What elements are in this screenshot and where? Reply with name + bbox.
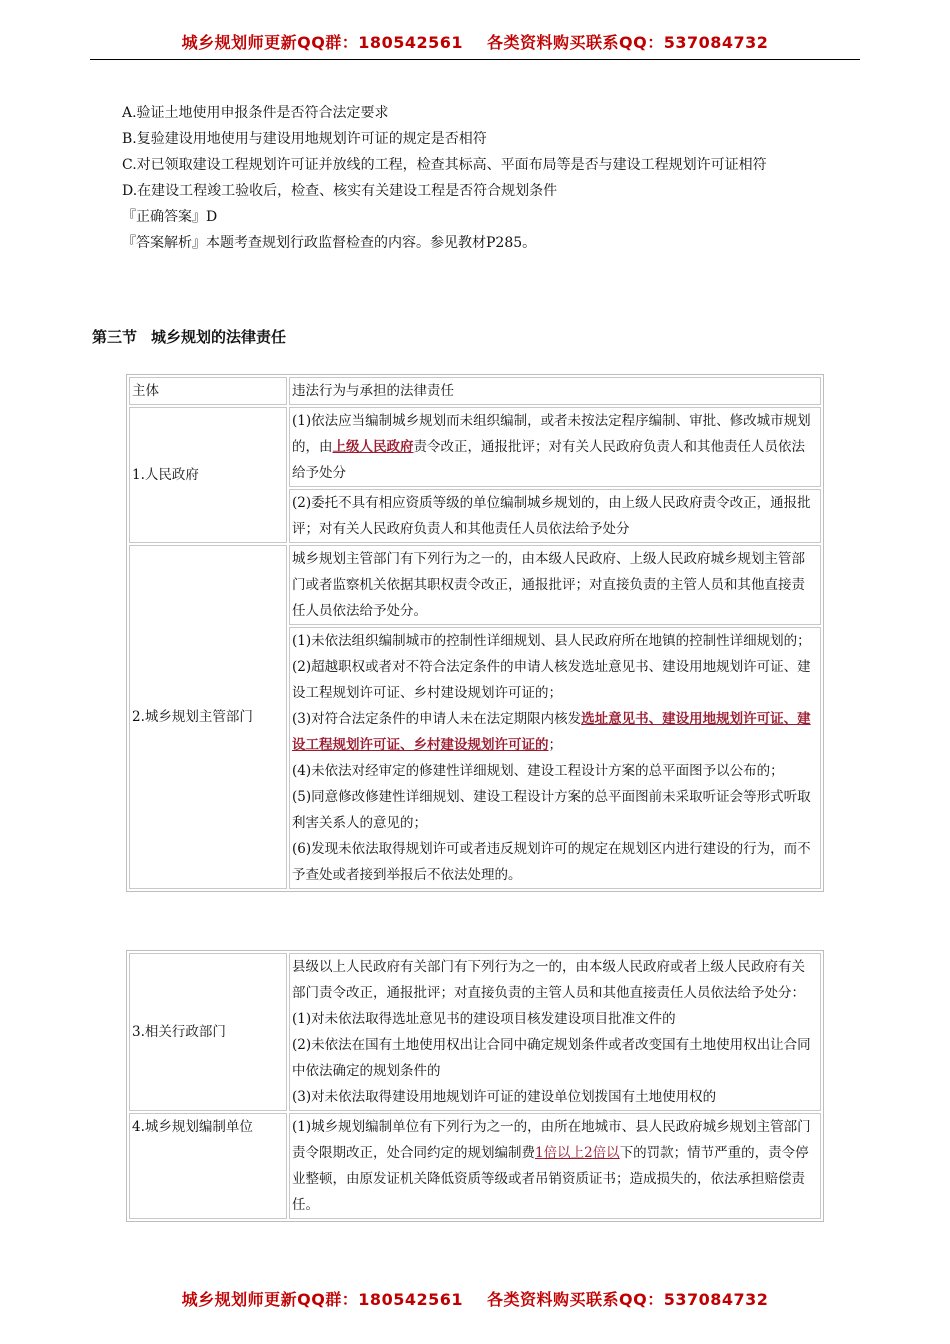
list-item: (1)未依法组织编制城市的控制性详细规划、县人民政府所在地镇的控制性详细规划的； xyxy=(292,633,811,649)
list-item: (3)对符合法定条件的申请人未在法定期限内核发选址意见书、建设用地规划许可证、建设工程规划许可证、乡村建设规划许可证的； xyxy=(292,711,811,753)
correct-answer: 『正确答案』D xyxy=(122,209,218,225)
liability-cell xyxy=(289,627,821,889)
option-c: C.对已领取建设工程规划许可证并放线的工程，检查其标高、平面布局等是否与建设工程规划许可证相符 xyxy=(122,157,767,173)
subject-planning-dept: 2.城乡规划主管部门 xyxy=(129,545,287,889)
liability-cell: (2)委托不具有相应资质等级的单位编制城乡规划的，由上级人民政府责令改正，通报批评；对有关人民政府负责人和其他责任人员依法给予处分 xyxy=(289,489,821,543)
list-item: (2)未依法在国有土地使用权出让合同中确定规划条件或者改变国有土地使用权出让合同中依法确定的规划条件的 xyxy=(292,1037,811,1079)
section-title xyxy=(92,326,286,347)
highlight-text: 选址意见书、建设用地规划许可证、建设工程规划许可证、乡村建设规划许可证的 xyxy=(292,711,811,753)
highlight-text: 上级人民政府 xyxy=(332,439,414,455)
list-item: (5)同意修改修建性详细规划、建设工程设计方案的总平面图前未采取听证会等形式听取利害关系人的意见的； xyxy=(292,789,811,831)
cell-intro: 县级以上人民政府有关部门有下列行为之一的，由本级人民政府或者上级人民政府有关部门责令改正，通报批评；对直接负责的主管人员和其他直接责任人员依法给予处分： xyxy=(292,959,805,1001)
liability-cell xyxy=(289,953,821,1111)
table-row xyxy=(129,1113,821,1219)
question-block xyxy=(90,100,862,256)
table-header-row xyxy=(129,377,821,405)
header-contact: 各类资料购买联系QQ：537084732 xyxy=(487,33,769,52)
highlight-text: 1倍以上 xyxy=(535,1145,585,1161)
header-qq-group: 城乡规划师更新QQ群：180542561 xyxy=(181,33,463,52)
list-item: (1)对未依法取得选址意见书的建设项目核发建设项目批准文件的 xyxy=(292,1011,676,1027)
liability-table-1 xyxy=(126,374,824,892)
option-a: A.验证土地使用申报条件是否符合法定要求 xyxy=(122,105,389,121)
option-d: D.在建设工程竣工验收后，检查、核实有关建设工程是否符合规划条件 xyxy=(122,183,558,199)
page-header xyxy=(90,30,860,60)
option-b: B.复验建设用地使用与建设用地规划许可证的规定是否相符 xyxy=(122,131,487,147)
liability-cell: (1)城乡规划编制单位有下列行为之一的，由所在地城市、县人民政府城乡规划主管部门责令限期改正，处合同约定的规划编制费1倍以上2倍以下的罚款；情节严重的，责令停业整顿，由原发证机关降低资质等级或者吊销资质证书；造成损失的，依法承担赔偿责任。 xyxy=(289,1113,821,1219)
header-liability: 违法行为与承担的法律责任 xyxy=(289,377,821,405)
liability-cell: 城乡规划主管部门有下列行为之一的，由本级人民政府、上级人民政府城乡规划主管部门或者监察机关依据其职权责令改正，通报批评；对直接负责的主管人员和其他直接责任人员依法给予处分。 xyxy=(289,545,821,625)
page-footer xyxy=(90,1287,860,1310)
table-row xyxy=(129,545,821,625)
footer-qq-group: 城乡规划师更新QQ群：180542561 xyxy=(181,1290,463,1309)
list-item: (3)对未依法取得建设用地规划许可证的建设单位划拨国有土地使用权的 xyxy=(292,1089,717,1105)
footer-contact: 各类资料购买联系QQ：537084732 xyxy=(487,1290,769,1309)
liability-table-2 xyxy=(126,950,824,1222)
table-row xyxy=(129,953,821,1111)
section-number: 第三节 xyxy=(92,328,138,346)
scrollable-cell[interactable] xyxy=(292,954,818,1110)
list-item: (4)未依法对经审定的修建性详细规划、建设工程设计方案的总平面图予以公布的； xyxy=(292,763,784,779)
subject-government: 1.人民政府 xyxy=(129,407,287,543)
list-item: (6)发现未依法取得规划许可或者违反规划许可的规定在规划区内进行建设的行为，而不予查处或者接到举报后不依法处理的。 xyxy=(292,841,811,883)
section-name: 城乡规划的法律责任 xyxy=(151,328,287,346)
answer-analysis: 『答案解析』本题考查规划行政监督检查的内容。参见教材P285。 xyxy=(122,235,537,251)
subject-admin-dept: 3.相关行政部门 xyxy=(129,953,287,1111)
subject-compiler: 4.城乡规划编制单位 xyxy=(129,1113,287,1219)
liability-cell: (1)依法应当编制城乡规划而未组织编制，或者未按法定程序编制、审批、修改城市规划的，由上级人民政府责令改正，通报批评；对有关人民政府负责人和其他责任人员依法给予处分 xyxy=(289,407,821,487)
table-row xyxy=(129,407,821,487)
header-subject: 主体 xyxy=(129,377,287,405)
list-item: (2)超越职权或者对不符合法定条件的申请人核发选址意见书、建设用地规划许可证、建设工程规划许可证、乡村建设规划许可证的； xyxy=(292,659,811,701)
highlight-text: 2倍以 xyxy=(584,1145,620,1161)
